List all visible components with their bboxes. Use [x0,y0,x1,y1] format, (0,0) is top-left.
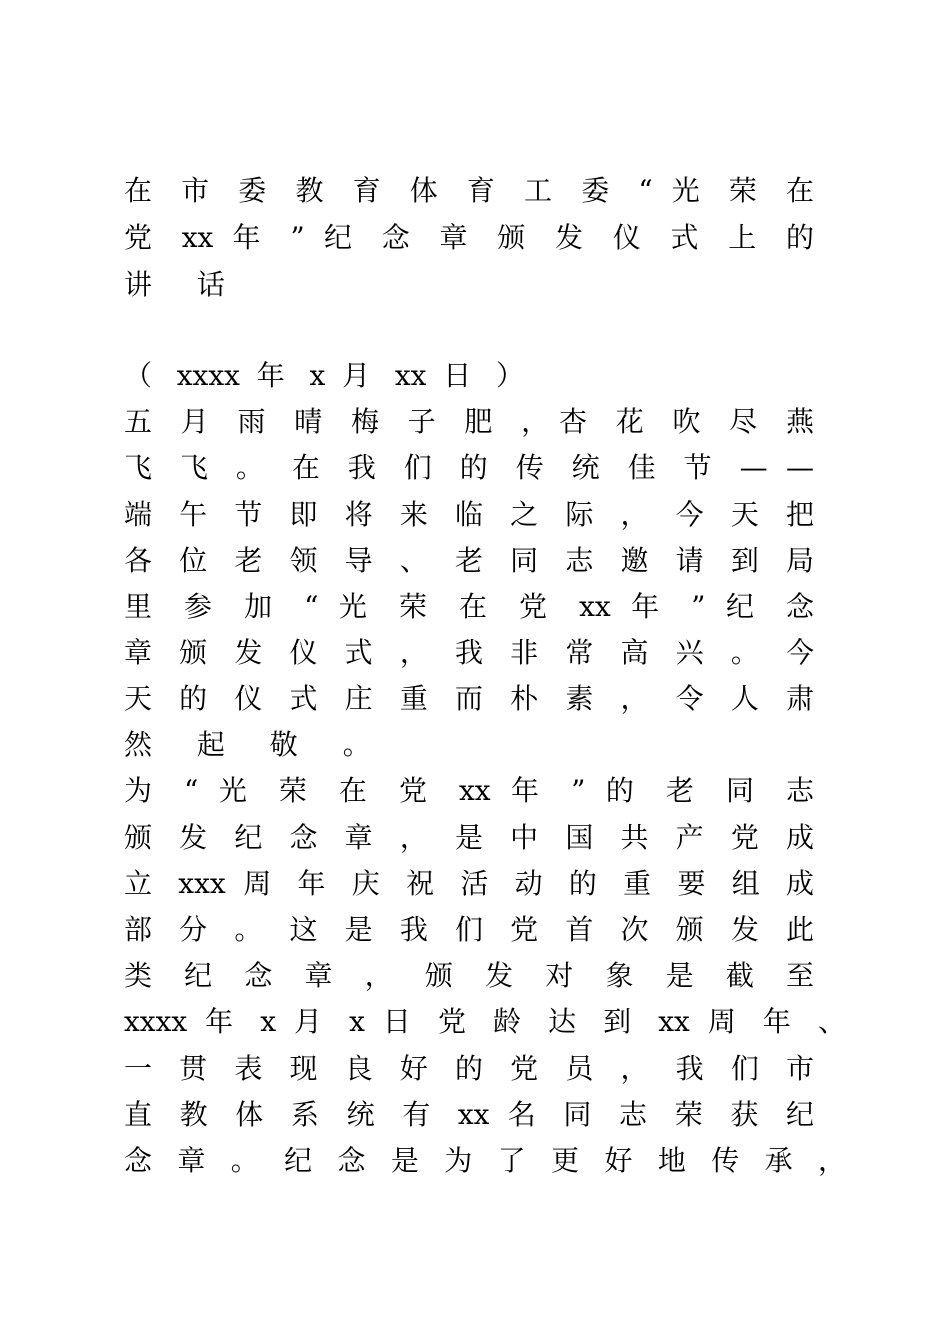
paragraph1-line-7: 天 的 仪 式 庄 重 而 朴 素 ， 令 人 肃 [124,682,814,715]
paragraph2-line-4: 部 分 。 这 是 我 们 党 首 次 颁 发 此 [124,913,814,946]
paragraph1-line-4: 各 位 老 领 导 、 老 同 志 邀 请 到 局 [124,544,814,577]
paragraph2-line-1: 为 “ 光 荣 在 党 xx 年 ” 的 老 同 志 [124,774,814,807]
paragraph1-line-3: 端 午 节 即 将 来 临 之 际 ， 今 天 把 [124,498,814,531]
title-line-2: 党 xx 年 ” 纪 念 章 颁 发 仪 式 上 的 [124,221,814,254]
paragraph2-line-6: xxxx 年 x 月 x 日 党 龄 达 到 xx 周 年 、 [124,1005,846,1038]
paragraph1-line-1: 五 月 雨 晴 梅 子 肥 ，杏 花 吹 尽 燕 [124,405,814,438]
paragraph2-line-2: 颁 发 纪 念 章 ， 是 中 国 共 产 党 成 [124,821,814,854]
title-line-3: 讲 话 [124,268,243,301]
paragraph2-line-3: 立 xxx 周 年 庆 祝 活 动 的 重 要 组 成 [124,867,814,900]
date-line: （ xxxx 年 x 月 xx 日 ） [124,359,524,392]
paragraph1-line-2: 飞 飞 。 在 我 们 的 传 统 佳 节 — — [124,451,814,484]
title-line-1: 在 市 委 教 育 体 育 工 委 “ 光 荣 在 [124,174,814,207]
paragraph2-line-7: 一 贯 表 现 良 好 的 党 员 ， 我 们 市 [124,1052,814,1085]
paragraph2-line-8: 直 教 体 系 统 有 xx 名 同 志 荣 获 纪 [124,1098,814,1131]
paragraph1-line-8: 然 起 敬 。 [124,728,389,761]
paragraph1-line-6: 章 颁 发 仪 式 ， 我 非 常 高 兴 。 今 [124,636,814,669]
paragraph2-line-9: 念 章 。 纪 念 是 为 了 更 好 地 传 承 ， [124,1144,846,1177]
paragraph1-line-5: 里 参 加 “ 光 荣 在 党 xx 年 ” 纪 念 [124,590,814,623]
paragraph2-line-5: 类 纪 念 章 ， 颁 发 对 象 是 截 至 [124,959,814,992]
